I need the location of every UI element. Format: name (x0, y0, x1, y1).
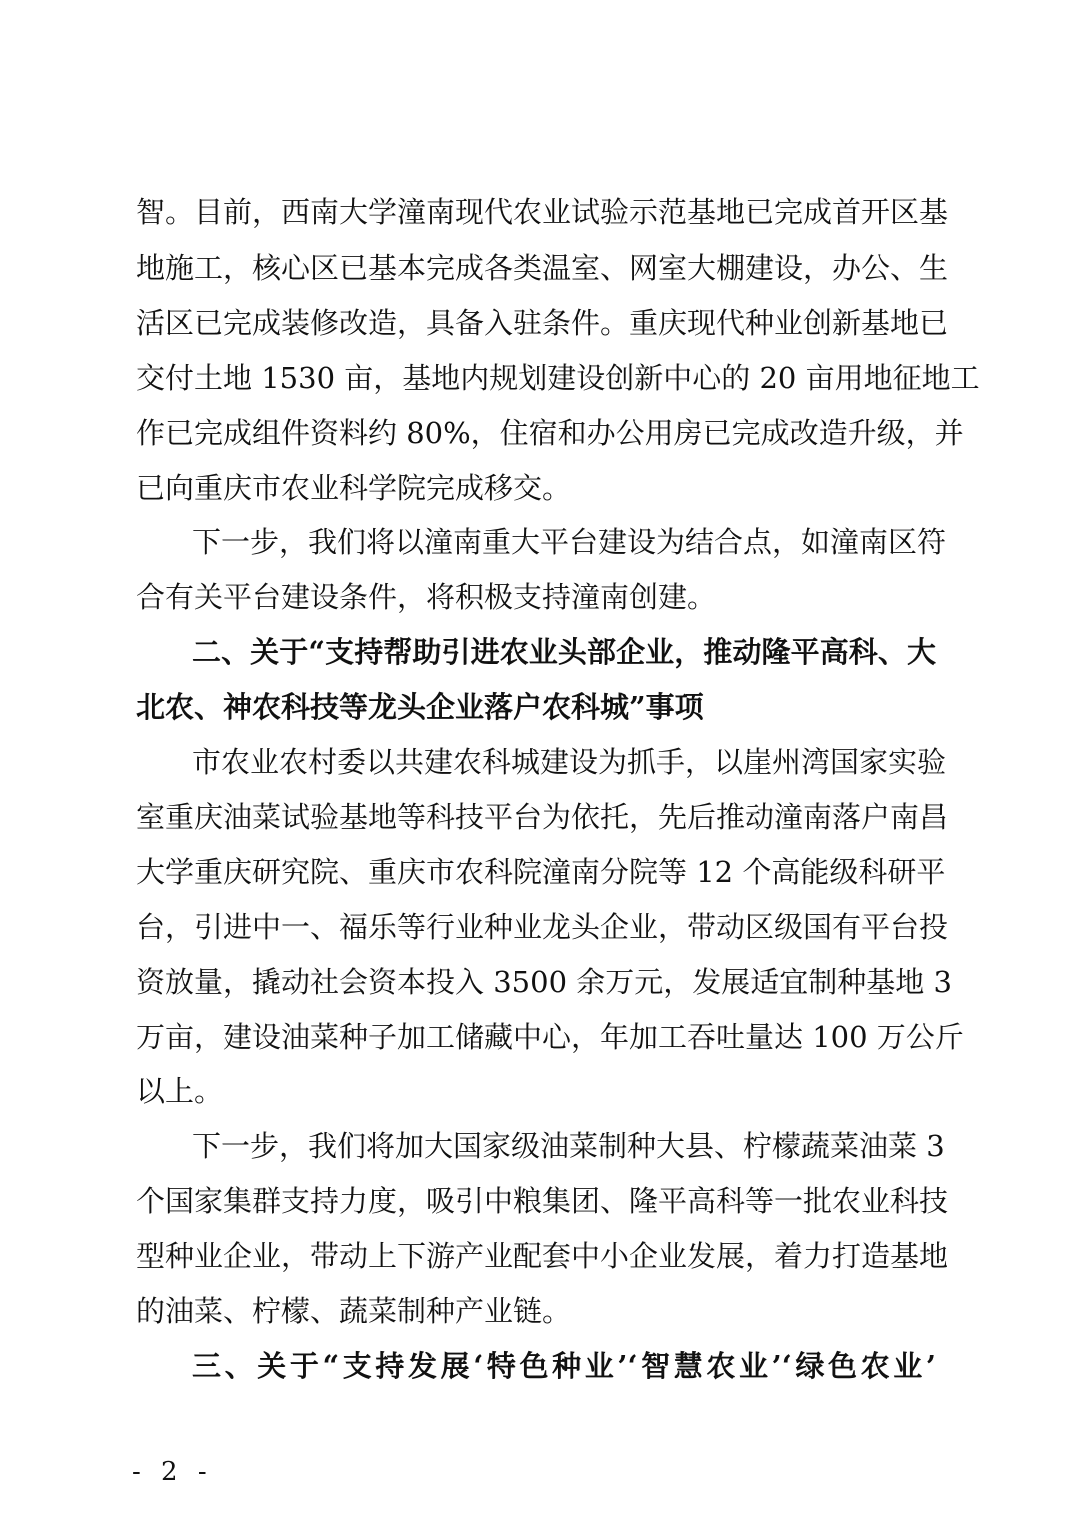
paragraph-line: 个国家集群支持力度，吸引中粮集团、隆平高科等一批农业科技 (136, 1184, 949, 1218)
paragraph-line: 下一步，我们将以潼南重大平台建设为结合点，如潼南区符 (192, 525, 947, 559)
paragraph-line: 室重庆油菜试验基地等科技平台为依托，先后推动潼南落户南昌 (136, 800, 949, 834)
paragraph-line: 大学重庆研究院、重庆市农科院潼南分院等 12 个高能级科研平 (136, 855, 946, 889)
section-heading-line: 二、关于“支持帮助引进农业头部企业，推动隆平高科、大 (192, 635, 936, 669)
section-heading-line: 北农、神农科技等龙头企业落户农科城”事项 (136, 690, 704, 724)
paragraph-line: 以上。 (136, 1074, 224, 1108)
paragraph-line: 万亩，建设油菜种子加工储藏中心，年加工吞吐量达 100 万公斤 (136, 1020, 964, 1054)
paragraph-line: 型种业企业，带动上下游产业配套中小企业发展，着力打造基地 (136, 1239, 949, 1273)
paragraph-line: 地施工，核心区已基本完成各类温室、网室大棚建设，办公、生 (136, 251, 949, 285)
paragraph-line: 的油菜、柠檬、蔬菜制种产业链。 (136, 1294, 572, 1328)
paragraph-line: 合有关平台建设条件，将积极支持潼南创建。 (136, 580, 717, 614)
page-number: - 2 - (132, 1457, 213, 1487)
paragraph-line: 市农业农村委以共建农科城建设为抓手，以崖州湾国家实验 (192, 745, 947, 779)
paragraph-line: 智。目前，西南大学潼南现代农业试验示范基地已完成首开区基 (136, 195, 949, 229)
paragraph-line: 下一步，我们将加大国家级油菜制种大县、柠檬蔬菜油菜 3 (192, 1129, 945, 1163)
paragraph-line: 交付土地 1530 亩，基地内规划建设创新中心的 20 亩用地征地工 (136, 361, 980, 395)
paragraph-line: 台，引进中一、福乐等行业种业龙头企业，带动区级国有平台投 (136, 910, 949, 944)
paragraph-line: 资放量，撬动社会资本投入 3500 余万元，发展适宜制种基地 3 (136, 965, 952, 999)
paragraph-line: 活区已完成装修改造，具备入驻条件。重庆现代种业创新基地已 (136, 306, 949, 340)
paragraph-line: 已向重庆市农业科学院完成移交。 (136, 471, 572, 505)
section-heading-line: 三、关于“支持发展‘特色种业’‘智慧农业’‘绿色农业’ (192, 1349, 936, 1383)
paragraph-line: 作已完成组件资料约 80%，住宿和办公用房已完成改造升级，并 (136, 416, 964, 450)
